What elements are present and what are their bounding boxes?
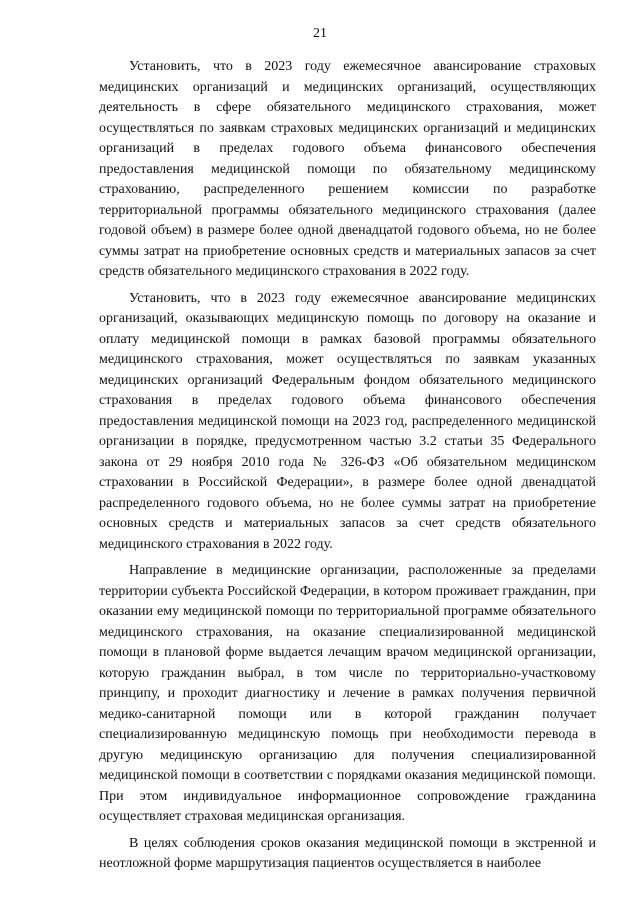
paragraph-advance-medical-orgs: Установить, что в 2023 году ежемесячное авансирование медицинских организаций, оказывающих медицинскую помощь по договору на оказание и оплату медицинской помощи в рамках базовой программы обязательного медицинского страхования, может осуществляться по заявкам указанных медицинских организаций Федеральным фондом обязательного медицинского страхования в пределах годового объема финансового обеспечения предоставления медицинской помощи на 2023 год, распределенного медицинской организации в порядке, предусмотренном частью 3.2 статьи 35 Федерального закона от 29 ноября 2010 года № 326-ФЗ «Об обязательном медицинском страховании в Российской Федерации», в размере более одной двенадцатой распределенного годового объема, но не более суммы затрат на приобретение основных средств и материальных запасов за счет средств обязательного медицинского страхования в 2022 году. (99, 290, 596, 552)
page-number: 21 (313, 26, 327, 41)
paragraph-referral-outside-region: Направление в медицинские организации, расположенные за пределами территории субъекта Российской Федерации, в котором проживает гражданин, при оказании ему медицинской помощи по территориальной программе обязательного медицинского страхования, на оказание специализированной медицинской помощи в плановой форме выдается лечащим врачом медицинской организации, которую гражданин выбрал, в том числе по территориально-участковому принципу, и проходит диагностику и лечение в рамках получения первичной медико-санитарной помощи или в которой гражданин получает специализированную медицинскую помощь при необходимости перевода в другую медицинскую организацию для получения специализированной медицинской помощи в соответствии с порядками оказания медицинской помощи. При этом индивидуальное информационное сопровождение гражданина осуществляет страховая медицинская организация. (99, 563, 596, 824)
body-text (99, 57, 596, 881)
paragraph-emergency-routing: В целях соблюдения сроков оказания медицинской помощи в экстренной и неотложной форме маршрутизация пациентов осуществляется в наиболее (99, 835, 596, 871)
paragraph-advance-insurance-orgs: Установить, что в 2023 году ежемесячное авансирование страховых медицинских организаций и медицинских организаций, осуществляющих деятельность в сфере обязательного медицинского страхования, может осуществляться по заявкам страховых медицинских организаций и медицинских организаций в пределах годового объема финансового обеспечения предоставления медицинской помощи по обязательному медицинскому страхованию, распределенного решением комиссии по разработке территориальной программы обязательного медицинского страхования (далее годовой объем) в размере более одной двенадцатой годового объема, но не более суммы затрат на приобретение основных средств и материальных запасов за счет средств обязательного медицинского страхования в 2022 году. (99, 59, 596, 279)
